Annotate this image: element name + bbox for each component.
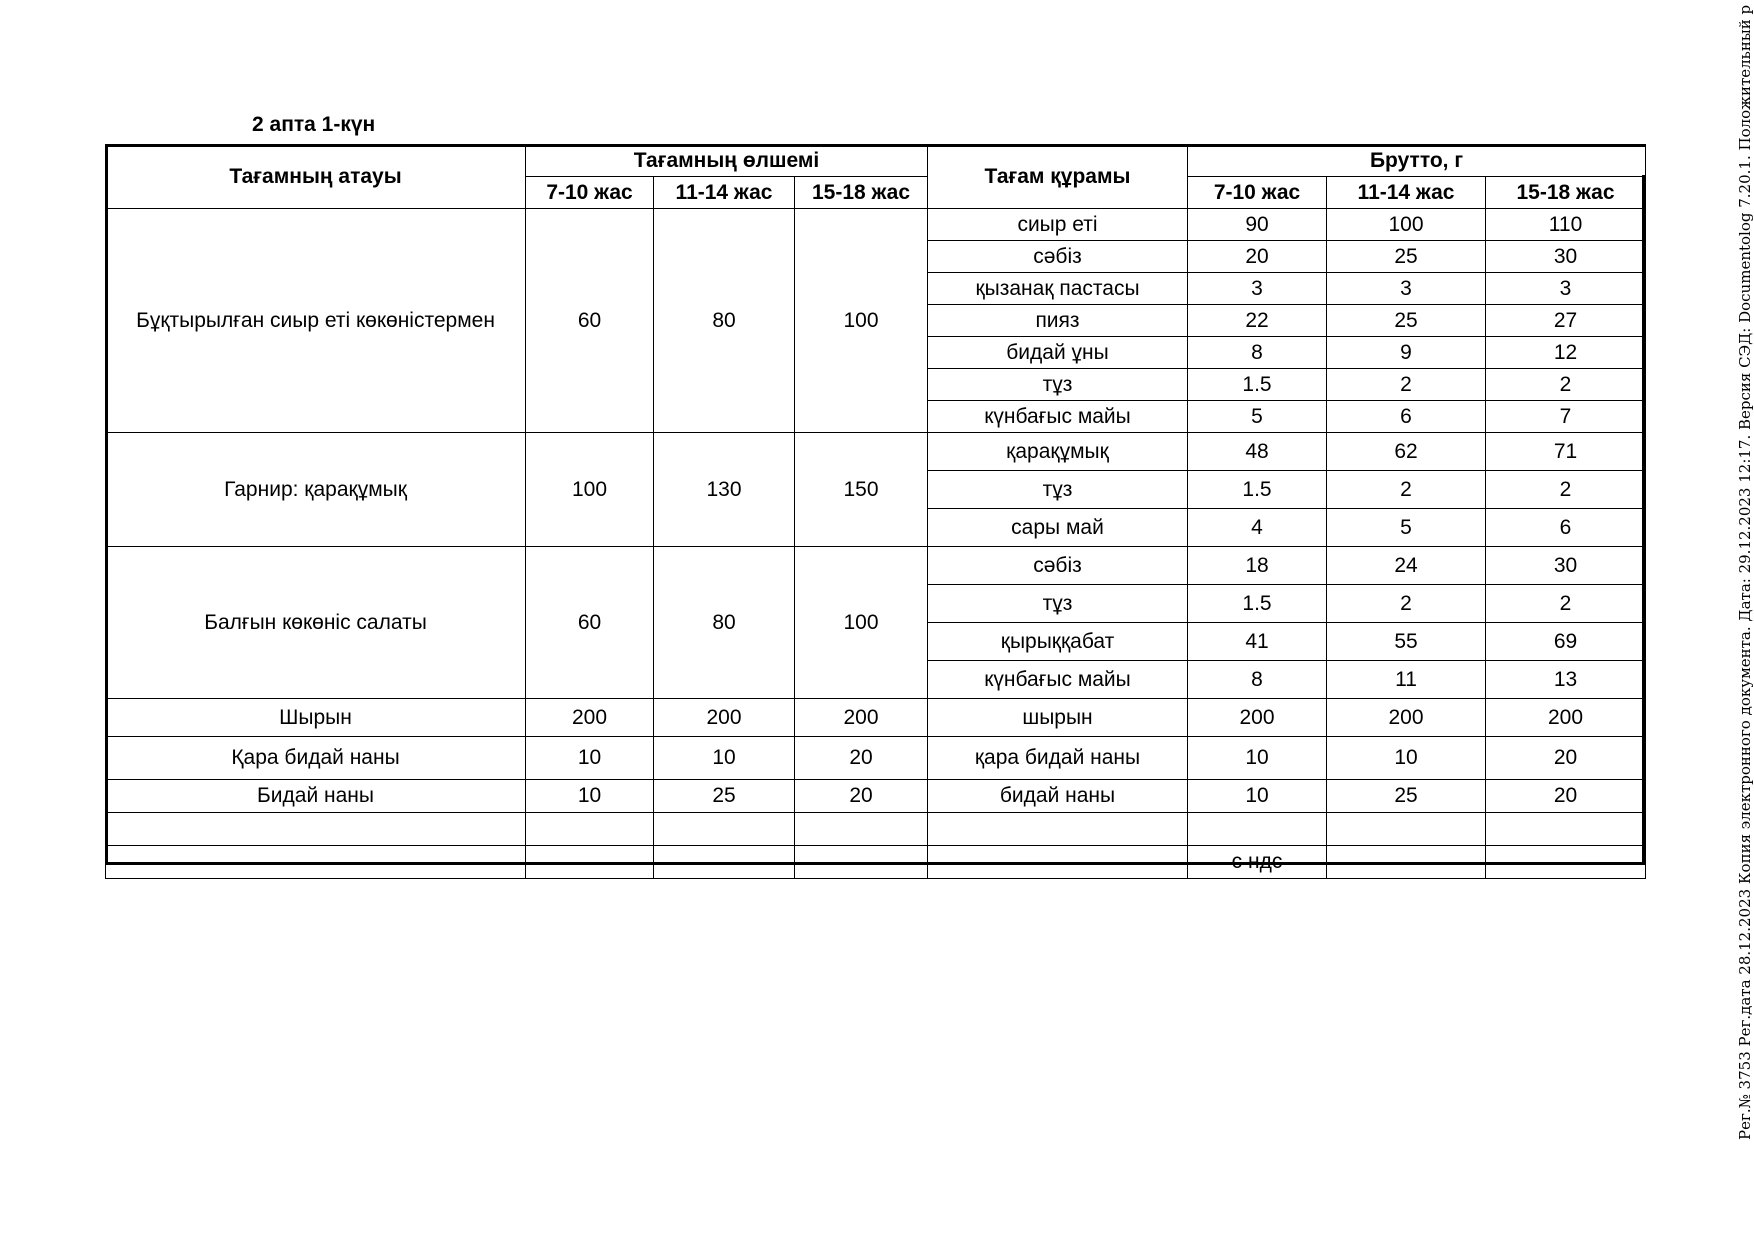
dish-portion: 100 <box>795 547 928 699</box>
table-row <box>106 209 1646 241</box>
ingredient-brutto: 3 <box>1486 273 1646 305</box>
ingredient-name: күнбағыс майы <box>928 661 1188 699</box>
dish-portion: 80 <box>654 209 795 433</box>
ingredient-name: бидай ұны <box>928 337 1188 369</box>
footer-row <box>106 846 1646 879</box>
dish-portion: 130 <box>654 433 795 547</box>
header-composition: Тағам құрамы <box>928 145 1188 209</box>
ingredient-brutto: 9 <box>1327 337 1486 369</box>
ingredient-brutto: 6 <box>1327 401 1486 433</box>
dish-portion: 150 <box>795 433 928 547</box>
header-brutto-age-15-18: 15-18 жас <box>1486 177 1646 209</box>
footer-note: с ндс <box>1188 846 1327 879</box>
dish-name: Гарнир: қарақұмық <box>106 433 526 547</box>
ingredient-brutto: 22 <box>1188 305 1327 337</box>
header-dish-name: Тағамның атауы <box>106 145 526 209</box>
ingredient-brutto: 25 <box>1327 241 1486 273</box>
table-row <box>106 547 1646 585</box>
ingredient-name: тұз <box>928 471 1188 509</box>
dish-portion: 20 <box>795 780 928 813</box>
ingredient-brutto: 4 <box>1188 509 1327 547</box>
ingredient-brutto: 2 <box>1327 471 1486 509</box>
header-portion-age-7-10: 7-10 жас <box>526 177 654 209</box>
dish-portion: 20 <box>795 737 928 780</box>
dish-portion: 80 <box>654 547 795 699</box>
ingredient-brutto: 1.5 <box>1188 471 1327 509</box>
ingredient-brutto: 25 <box>1327 305 1486 337</box>
dish-name: Қара бидай наны <box>106 737 526 780</box>
ingredient-name: бидай наны <box>928 780 1188 813</box>
ingredient-name: тұз <box>928 369 1188 401</box>
ingredient-brutto: 8 <box>1188 661 1327 699</box>
ingredient-brutto: 30 <box>1486 547 1646 585</box>
header-portion-age-11-14: 11-14 жас <box>654 177 795 209</box>
table-row <box>106 780 1646 813</box>
ingredient-brutto: 200 <box>1486 699 1646 737</box>
ingredient-brutto: 8 <box>1188 337 1327 369</box>
table-row <box>106 699 1646 737</box>
ingredient-brutto: 5 <box>1327 509 1486 547</box>
ingredient-brutto: 200 <box>1327 699 1486 737</box>
ingredient-brutto: 1.5 <box>1188 585 1327 623</box>
dish-name: Балғын көкөніс салаты <box>106 547 526 699</box>
dish-portion: 10 <box>654 737 795 780</box>
dish-portion: 25 <box>654 780 795 813</box>
ingredient-name: қарақұмық <box>928 433 1188 471</box>
ingredient-name: тұз <box>928 585 1188 623</box>
ingredient-brutto: 25 <box>1327 780 1486 813</box>
ingredient-name: қара бидай наны <box>928 737 1188 780</box>
ingredient-brutto: 41 <box>1188 623 1327 661</box>
table-row <box>106 737 1646 780</box>
ingredient-brutto: 62 <box>1327 433 1486 471</box>
dish-portion: 200 <box>526 699 654 737</box>
ingredient-brutto: 110 <box>1486 209 1646 241</box>
dish-portion: 200 <box>654 699 795 737</box>
ingredient-name: қырыққабат <box>928 623 1188 661</box>
ingredient-brutto: 90 <box>1188 209 1327 241</box>
ingredient-brutto: 6 <box>1486 509 1646 547</box>
empty-row <box>106 813 1646 846</box>
ingredient-brutto: 7 <box>1486 401 1646 433</box>
header-brutto-age-7-10: 7-10 жас <box>1188 177 1327 209</box>
ingredient-name: сәбіз <box>928 241 1188 273</box>
ingredient-brutto: 10 <box>1188 737 1327 780</box>
ingredient-brutto: 2 <box>1486 585 1646 623</box>
dish-portion: 60 <box>526 547 654 699</box>
document-registration-note: Рег.№ 3753 Рег.дата 28.12.2023 Копия электронного документа. Дата: 29.12.2023 12:17. Версия СЭД: Documentolog 7.20.1. Положительный р <box>1736 4 1754 1140</box>
ingredient-brutto: 18 <box>1188 547 1327 585</box>
dish-name: Бұқтырылған сиыр еті көкөністермен <box>106 209 526 433</box>
ingredient-brutto: 13 <box>1486 661 1646 699</box>
ingredient-name: сары май <box>928 509 1188 547</box>
dish-name: Шырын <box>106 699 526 737</box>
ingredient-brutto: 1.5 <box>1188 369 1327 401</box>
dish-portion: 10 <box>526 780 654 813</box>
ingredient-brutto: 20 <box>1486 737 1646 780</box>
ingredient-brutto: 3 <box>1327 273 1486 305</box>
ingredient-brutto: 5 <box>1188 401 1327 433</box>
ingredient-brutto: 20 <box>1486 780 1646 813</box>
ingredient-brutto: 10 <box>1327 737 1486 780</box>
ingredient-brutto: 12 <box>1486 337 1646 369</box>
table-row <box>106 433 1646 471</box>
dish-portion: 100 <box>795 209 928 433</box>
page-heading: 2 апта 1-күн <box>252 113 376 136</box>
dish-portion: 60 <box>526 209 654 433</box>
ingredient-brutto: 27 <box>1486 305 1646 337</box>
ingredient-name: қызанақ пастасы <box>928 273 1188 305</box>
ingredient-name: күнбағыс майы <box>928 401 1188 433</box>
header-portion: Тағамның өлшемі <box>526 145 928 177</box>
ingredient-brutto: 200 <box>1188 699 1327 737</box>
ingredient-name: сиыр еті <box>928 209 1188 241</box>
ingredient-brutto: 2 <box>1486 369 1646 401</box>
ingredient-brutto: 30 <box>1486 241 1646 273</box>
dish-portion: 200 <box>795 699 928 737</box>
ingredient-brutto: 100 <box>1327 209 1486 241</box>
dish-portion: 100 <box>526 433 654 547</box>
table-right-border <box>1642 175 1645 865</box>
ingredient-name: шырын <box>928 699 1188 737</box>
header-brutto-age-11-14: 11-14 жас <box>1327 177 1486 209</box>
ingredient-brutto: 2 <box>1327 369 1486 401</box>
ingredient-brutto: 2 <box>1327 585 1486 623</box>
ingredient-brutto: 10 <box>1188 780 1327 813</box>
ingredient-brutto: 48 <box>1188 433 1327 471</box>
ingredient-name: пияз <box>928 305 1188 337</box>
menu-table <box>105 144 1646 879</box>
ingredient-brutto: 24 <box>1327 547 1486 585</box>
header-brutto: Брутто, г <box>1188 145 1646 177</box>
ingredient-brutto: 11 <box>1327 661 1486 699</box>
header-portion-age-15-18: 15-18 жас <box>795 177 928 209</box>
ingredient-brutto: 69 <box>1486 623 1646 661</box>
ingredient-brutto: 2 <box>1486 471 1646 509</box>
ingredient-brutto: 20 <box>1188 241 1327 273</box>
ingredient-brutto: 55 <box>1327 623 1486 661</box>
ingredient-name: сәбіз <box>928 547 1188 585</box>
menu-body <box>106 209 1646 879</box>
dish-name: Бидай наны <box>106 780 526 813</box>
ingredient-brutto: 71 <box>1486 433 1646 471</box>
dish-portion: 10 <box>526 737 654 780</box>
ingredient-brutto: 3 <box>1188 273 1327 305</box>
